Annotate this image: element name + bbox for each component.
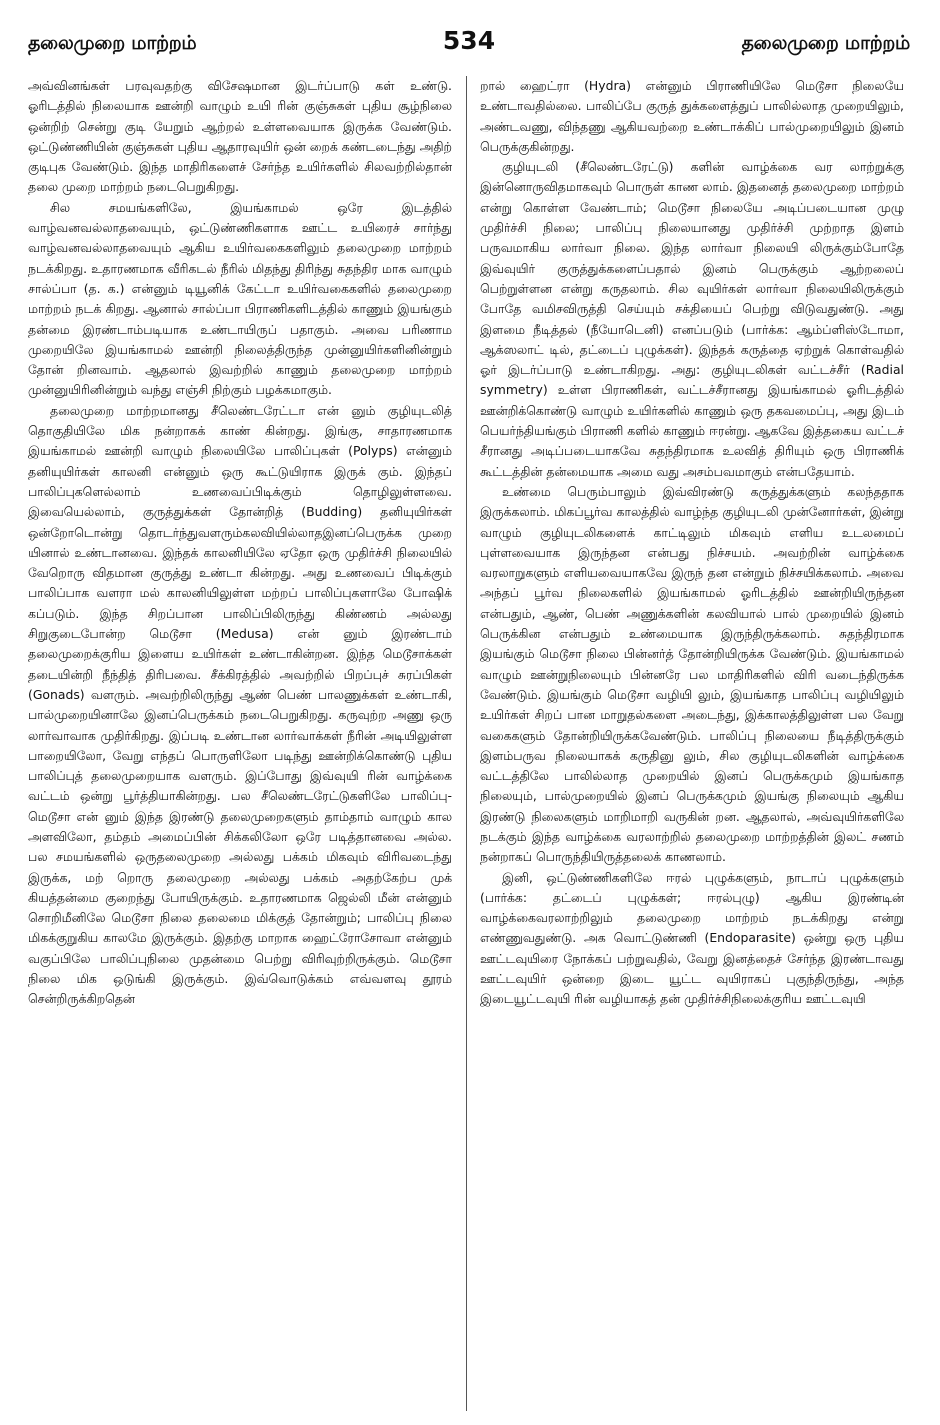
left-paragraph-1: அவ்வினங்கள் பரவுவதற்கு விசேஷமான இடர்ப்பாடு கள் உண்டு. ஓரிடத்தில் நிலையாக ஊன்றி வாழும் உயி ரின் குஞ்சுகள் புதிய சூழ்நிலை ஒன்றிற் சென்று குடி யேறும் ஆற்றல் உள்ளவையாக இருக்க வேண்டும். ஒட்டுண்ணியின் குஞ்சுகள் புதிய ஆதாரவுயிர் ஒன் றைக் கண்டடைந்து அதிற் குடிபுக வேண்டும். இந்த மாதிரிகளைச் சேர்ந்த உயிர்களில் சிலவற்றில்தான் தலை முறை மாற்றம் நடைபெறுகிறது.: [28, 78, 452, 195]
left-column: [28, 76, 452, 1416]
left-paragraph-2: சில சமயங்களிலே, இயங்காமல் ஒரே இடத்தில் வாழ்வனவல்லாதவையும், ஒட்டுண்ணிகளாக ஊட்ட உயிரைச் சார்ந்து வாழ்வனவல்லாதவையும் ஆகிய உயிர்வகைகளிலும் தலைமுறை மாற்றம் நடக்கிறது. உதாரணமாக வீரிகடல் நீரில் மிதந்து திரிந்து சுதந்திர மாக வாழும் சால்ப்பா (த. க.) என்னும் டியூனிக் கேட்டா உயிர்வகைகளில் தலைமுறை மாற்றம் நடக் கிறது. ஆனால் சால்ப்பா பிராணிகளிடத்தில் காணும் இயங்கும் தன்மை இரண்டாம்படியாக உண்டாயிருப் பதாகும். அவை பரிணாம முறையிலே இயங்காமல் ஊன்றி நிலைத்திருந்த முன்னுயிர்களினின்றும் தோன் றினவாம். ஆதலால் இவற்றில் காணும் தலைமுறை மாற்றம் முன்னுயிரினின்றும் வந்து எஞ்சி நிற்கும் பழக்கமாகும்.: [28, 199, 452, 398]
running-head-right: தலைமுறை மாற்றம்: [741, 32, 910, 54]
left-paragraph-3: தலைமுறை மாற்றமானது சீலெண்டரேட்டா என் னும் குழியுடலித் தொகுதியிலே மிக நன்றாகக் காண் கின்றது. இங்கு, சாதாரணமாக இயங்காமல் ஊன்றி வாழும் நிலையிலே பாலிப்புகள் (Polyps) என்னும் தனியுயிர்கள் காலனி என்னும் ஒரு கூட்டுயிராக இருக் கும். இந்தப் பாலிப்புகளெல்லாம் உணவைப்பிடிக்கும் தொழிலுள்ளவை. இவையெல்லாம், குருத்துக்கள் தோன்றித் (Budding) தனியுயிர்கள் ஒன்றோடொன்று தொடர்ந்துவளரும்கலவியில்லாதஇனப்பெருக்க முறை யினால் உண்டானவை. இந்தக் காலனியிலே ஏதோ ஒரு முதிர்ச்சி நிலையில் வேறொரு விதமான குருத்து உண்டா கின்றது. அது உணவைப் பிடிக்கும் பாலிப்பாக வளரா மல் காலனியிலுள்ள மற்றப் பாலிப்புகளாலே போஷிக் கப்படும். இந்த சிறப்பான பாலிப்பிலிருந்து கிண்ணம் அல்லது சிறுகுடைபோன்ற மெடூசா (Medusa) என் னும் இரண்டாம் தலைமுறைக்குரிய இளைய உயிர்கள் உண்டாகின்றன. இந்த மெடூசாக்கள் தடையின்றி நீந்தித் திரிபவை. சீக்கிரத்தில் அவற்றில் பிறப்புச் சுரப்பிகள் (Gonads) வளரும். அவற்றிலிருந்து ஆண் பெண் பாலணுக்கள் உண்டாகி, பால்முறையினாலே இனப்பெருக்கம் நடைபெறுகிறது. கருவுற்ற அணு ஒரு லார்வாவாக முதிர்கிறது. இப்படி உண்டான லார்வாக்கள் நீரின் அடியிலுள்ள பாறையிலோ, வேறு எந்தப் பொருளிலோ படிந்து ஊன்றிக்கொண்டு புதிய பாலிப்புத் தலைமுறையாக வளரும். இப்போது இவ்வுயி ரின் வாழ்க்கை வட்டம் ஒன்று பூர்த்தியாகின்றது. பல சீலெண்டரேட்டுகளிலே பாலிப்பு-மெடூசா என் னும் இந்த இரண்டு தலைமுறைகளும் தாம்தாம் வாழும் கால அளவிலோ, தம்தம் அமைப்பின் சிக்கலிலோ ஒரே படித்தானவை அல்ல. பல சமயங்களில் ஒருதலைமுறை அல்லது பக்கம் மிகவும் விரிவடைந்து இருக்க, மற் றொரு தலைமுறை அல்லது பக்கம் அதற்கேற்ப முக் கியத்தன்மை குறைந்து போயிருக்கும். உதாரணமாக ஜெல்லி மீன் என்னும் சொறிமீனிலே மெடூசா நிலை தலைமை மிக்குத் தோன்றும்; பாலிப்பு நிலை மிகக்குறுகிய காலமே இருக்கும். இதற்கு மாறாக ஹைட்ரோசோவா என்னும் வகுப்பிலே பாலிப்புநிலை முதன்மை பெற்று விரிவுற்றிருக்கும். மெடூசா நிலை மிக ஒடுங்கி இருக்கும். இவ்வொடுக்கம் எவ்வளவு தூரம் சென்றிருக்கிறதென்: [28, 402, 452, 1007]
page-header: [28, 28, 910, 68]
right-paragraph-3: உண்மை பெரும்பாலும் இவ்விரண்டு கருத்துக்களும் கலந்ததாக இருக்கலாம். மிகப்பூர்வ காலத்தில் வாழ்ந்த குழியுடலி முன்னோர்கள், இன்று வாழும் குழியுடலிகளைக் காட்டிலும் மிகவும் எளிய உடலமைப் புள்ளவையாக இருந்தன என்பது நிச்சயம். அவற்றின் வாழ்க்கை வரலாறுகளும் எளியவையாகவே இருந் தன என்றும் நிச்சயிக்கலாம். அவை அந்தப் பூர்வ நிலைகளில் இயங்காமல் ஓரிடத்தில் ஊன்றியிருந்தன என்பதும், ஆண், பெண் அணுக்களின் கலவியால் பால் முறையில் இனம் பெருக்கின என்பதும் உண்மையாக இருந்திருக்கலாம். சுதந்திரமாக இயங்கும் மெடூசா நிலை பின்னர்த் தோன்றியிருக்க வேண்டும். இயங்காமல் வாழும் ஊன்றுநிலையும் பின்னரே பல மாதிரிகளில் விரி வடைந்திருக்க வேண்டும். இயங்கும் மெடூசா வழியி லும், இயங்காத பாலிப்பு வழியிலும் உயிர்கள் சிறப் பான மாறுதல்களை அடைந்து, இக்காலத்திலுள்ள பல வேறு வகைகளும் தோன்றியிருக்கவேண்டும். பாலிப்பு நிலையை நீடித்திருக்கும் இளம்பருவ நிலையாகக் கருதினு லும், சில குழியுடலிகளின் வாழ்க்கை வட்டத்திலே பாலில்லாத முறையில் இனப் பெருக்கமும் இயங்காத நிலையும், பால்முறையில் இனப் பெருக்கமும் இயங்கு நிலையும் ஆகிய இரண்டு நிலைகளும் மாறிமாறி வருகின் றன. ஆதலால், அவ்வுயிர்களிலே நடக்கும் இந்த வாழ்க்கை வரலாற்றில் தலைமுறை மாற்றத்தின் இலட் சணம் நன்றாகப் பொருந்தியிருத்தலைக் காணலாம்.: [480, 483, 904, 865]
right-paragraph-1: றால் ஹைட்ரா (Hydra) என்னும் பிராணியிலே மெடூசா நிலையே உண்டாவதில்லை. பாலிப்பே குருத் துக்களைத்துப் பாலில்லாத முறையிலும், அண்டவணு, விந்தணு ஆகியவற்றை உண்டாக்கிப் பால்முறையிலும் இனம் பெருக்குகின்றது.: [480, 78, 904, 154]
right-paragraph-2: குழியுடலி (சீலெண்டரேட்டு) களின் வாழ்க்கை வர லாற்றுக்கு இன்னொருவிதமாகவும் பொருள் காண லாம். இதனைத் தலைமுறை மாற்றம் என்று கொள்ள வேண்டாம்; மெடூசா நிலையே அடிப்படையான முழு முதிர்ச்சி நிலை; பாலிப்பு நிலையானது முதிர்ச்சி முற்றாத இளம் பருவமாகிய லார்வா நிலை. இந்த லார்வா நிலையி லிருக்கும்போதே இவ்வுயிர் குருத்துக்களைப்பதால் இனம் பெருக்கும் ஆற்றலைப் பெற்றுள்ளன என்று கருதலாம். சில வுயிர்கள் லார்வா நிலையிலிருக்கும் போதே வமிசவிருத்தி செய்யும் சக்தியைப் பெற்று விடுவதுண்டு. அது இளமை நீடித்தல் (நீயோடெனி) எனப்படும் (பார்க்க: ஆம்ப்ளிஸ்டோமா, ஆக்ஸலாட் டில், தட்டைப் புழுக்கள்). இந்தக் கருத்தை ஏற்றுக் கொள்வதில் ஓர் இடர்ப்பாடு உண்டாகிறது. அது: குழியுடலிகள் வட்டச்சீர் (Radial symmetry) உள்ள பிராணிகள், வட்டச்சீரானது இயங்காமல் ஓரிடத்தில் ஊன்றிக்கொண்டு வாழும் உயிர்களில் காணும் ஒரு தகவமைப்பு, அது இடம் பெயர்ந்தியங்கும் பிராணி களில் காணும் ஈரன்று. ஆகவே இத்தகைய வட்டச் சீரானது அடிப்படையாகவே சுதந்திரமாக உலவித் திரியும் ஒரு பிராணிக் கூட்டத்தின் தன்மையாக அமை வது அசம்பவமாகும் என்பதேயாம்.: [480, 159, 904, 479]
running-head-left: தலைமுறை மாற்றம்: [28, 32, 197, 54]
page-number: 534: [442, 26, 496, 55]
right-paragraph-4: இனி, ஒட்டுண்ணிகளிலே ஈரல் புழுக்களும், நாடாப் புழுக்களும் (பார்க்க: தட்டைப் புழுக்கள்; ஈரல்புழு) ஆகிய இரண்டின் வாழ்க்கைவரலாற்றிலும் தலைமுறை மாற்றம் நடக்கிறது என்று எண்ணுவதுண்டு. அக வொட்டுண்ணி (Endoparasite) ஒன்று ஒரு புதிய ஊட்டவுயிரை நோக்கப் பற்றுவதில், வேறு இனத்தைச் சேர்ந்த இரண்டாவது ஊட்டவுயிர் ஒன்றை இடை யூட்ட வுயிராகப் புகுந்திருந்து, அந்த இடையூட்டவுயி ரின் வழியாகத் தன் முதிர்ச்சிநிலைக்குரிய ஊட்டவுயி: [480, 869, 904, 1007]
right-column: [480, 76, 904, 1416]
column-divider: [466, 76, 467, 1411]
